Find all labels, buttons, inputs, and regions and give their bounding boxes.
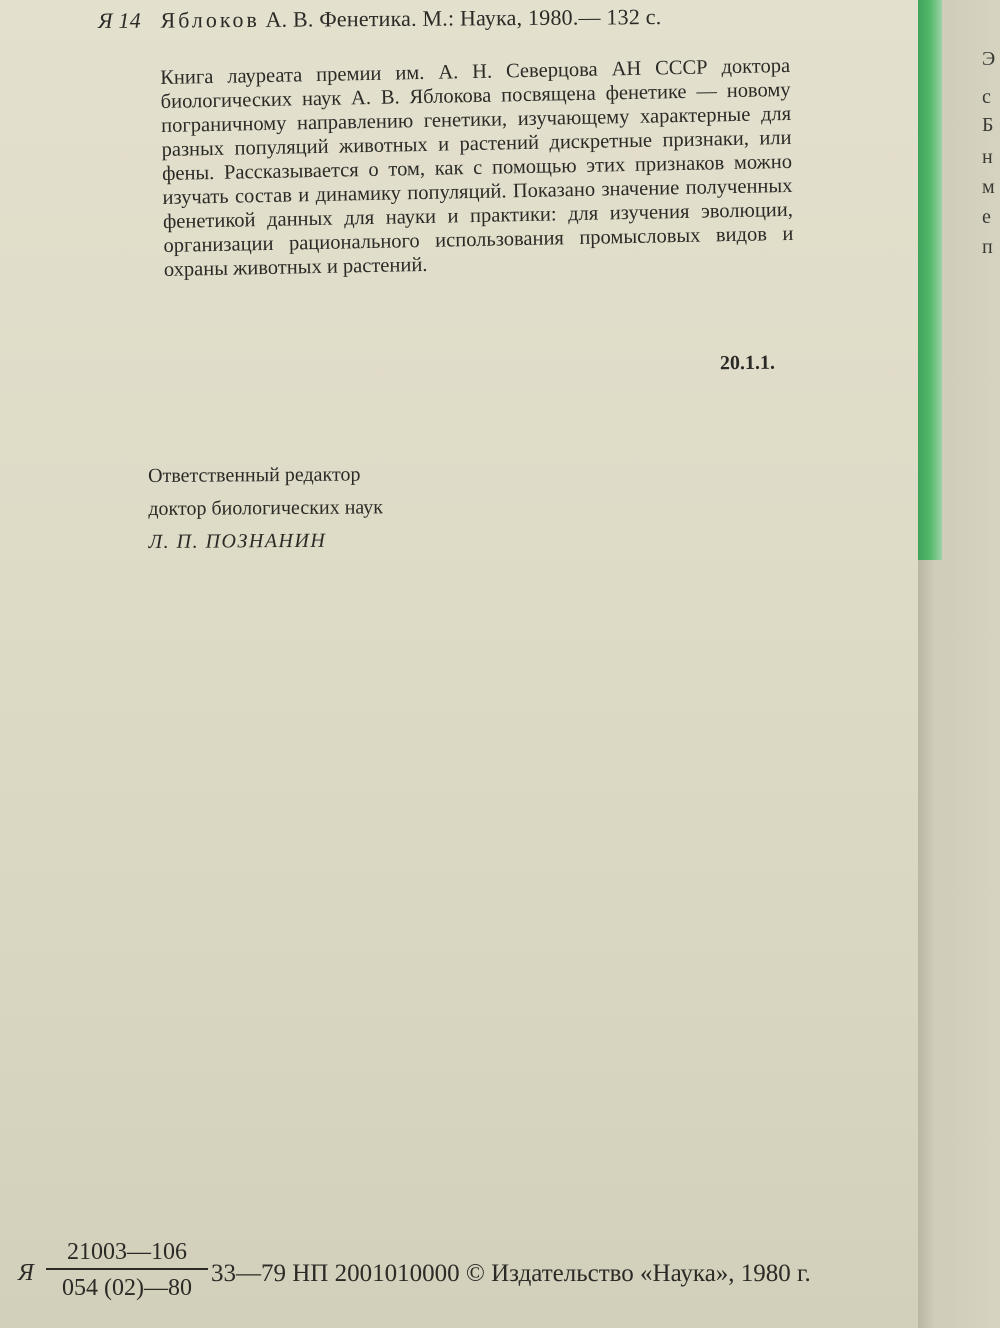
fraction-rule [46,1268,208,1270]
green-cover-edge [918,0,942,560]
book-abstract [160,54,794,282]
author-surname: Яблоков [160,6,260,33]
adjacent-page-char: м [982,176,995,198]
imprint-denominator: 054 (02)—80 [62,1275,192,1301]
adjacent-page-char: Э [982,48,996,70]
editor-block [148,458,383,559]
adjacent-page-char: Б [982,114,994,136]
adjacent-page-char: н [982,146,993,168]
citation-text: А. В. Фенетика. М.: Наука, 1980.— 132 с. [265,4,662,32]
imprint-publisher: 33—79 НП 2001010000 © Издательство «Наука», 1980 г. [211,1260,811,1287]
editor-degree: доктор биологических наук [148,496,384,520]
imprint-letter: Я [18,1260,34,1286]
adjacent-page-edge [918,0,1000,1328]
imprint-fraction [46,1238,208,1302]
imprint-line [18,1238,913,1308]
adjacent-page-char: с [982,86,991,108]
editor-role: Ответственный редактор [148,463,361,487]
imprint-numerator: 21003—106 [67,1239,187,1265]
adjacent-page-char: п [982,236,993,258]
editor-name: Л. П. ПОЗНАНИН [148,529,327,553]
adjacent-page-char: е [982,206,991,228]
bibliographic-header [98,4,661,34]
classification-code: Я 14 [98,7,141,33]
udc-index: 20.1.1. [719,351,776,375]
abstract-text: Книга лауреата премии им. А. Н. Северцова АН СССР доктора биологических наук А. В. Яблокова посвящена фенетике — новому пограничному направлению генетики, изучающему характерные для разных популяций животных и растений дискретные признаки, или фены. Рассказывается о том, как с помощью этих признаков можно изучать состав и динамику популяций. Показано значение полученных фенетикой данных для науки и практики: для изучения эволюции, организации рационального использования промысловых видов и охраны животных и растений. [160,54,794,281]
